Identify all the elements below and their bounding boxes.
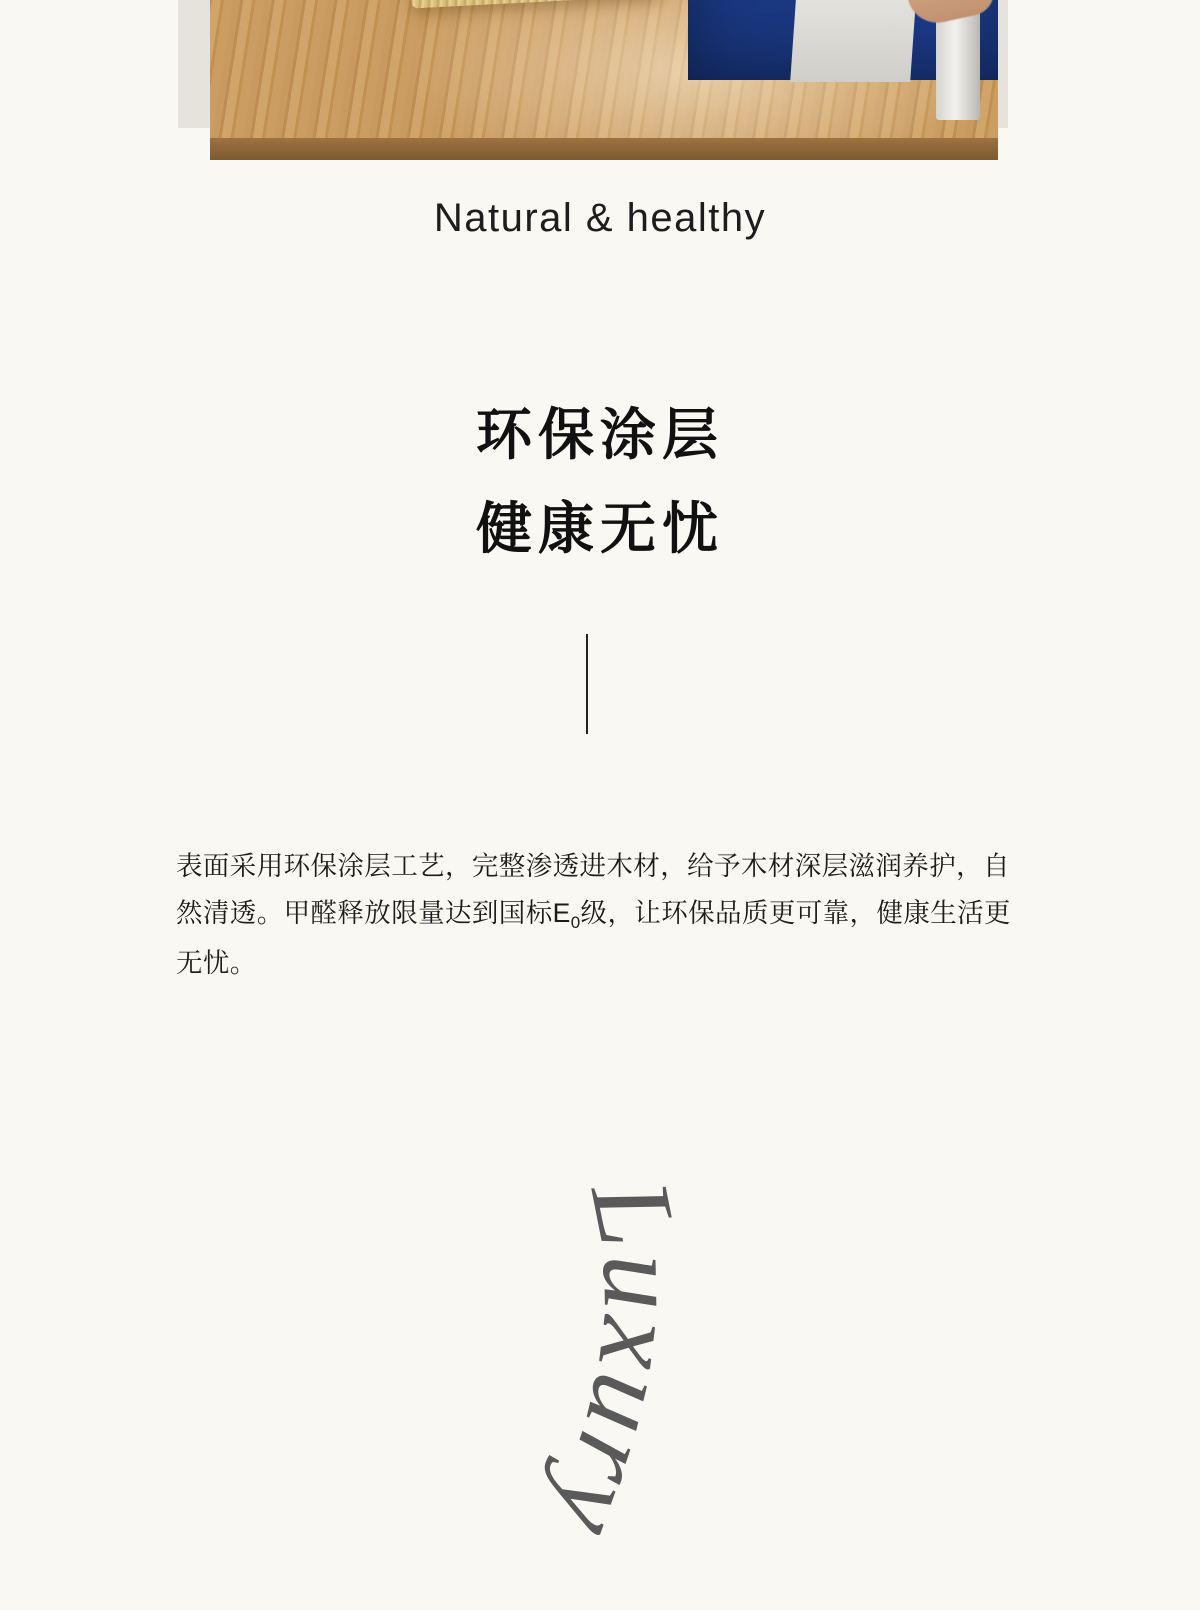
body-paragraph-subscript: 0	[570, 912, 581, 932]
svg-text:Luxury	[526, 1180, 704, 1555]
luxury-script-text: Luxury	[526, 1180, 705, 1556]
headline-line-1: 环保涂层	[476, 403, 724, 466]
body-paragraph	[176, 843, 1028, 987]
headline-line-2: 健康无忧	[476, 497, 724, 560]
hero-photo	[210, 0, 998, 160]
machine-panel	[790, 0, 918, 82]
luxury-script-watermark	[470, 1180, 890, 1610]
vertical-divider	[586, 634, 588, 734]
hero-image	[0, 0, 1200, 165]
body-paragraph-part2: 级，让环保品质更可靠，健康生活更无忧。	[176, 897, 1011, 978]
wood-edge	[210, 138, 998, 160]
body-paragraph-part1: 表面采用环保涂层工艺，完整渗透进木材，给予木材深层滋润养护，自然清透。甲醛释放限量达到国标E	[176, 850, 1010, 928]
english-caption: Natural & healthy	[433, 196, 767, 240]
page-title	[0, 388, 1200, 576]
